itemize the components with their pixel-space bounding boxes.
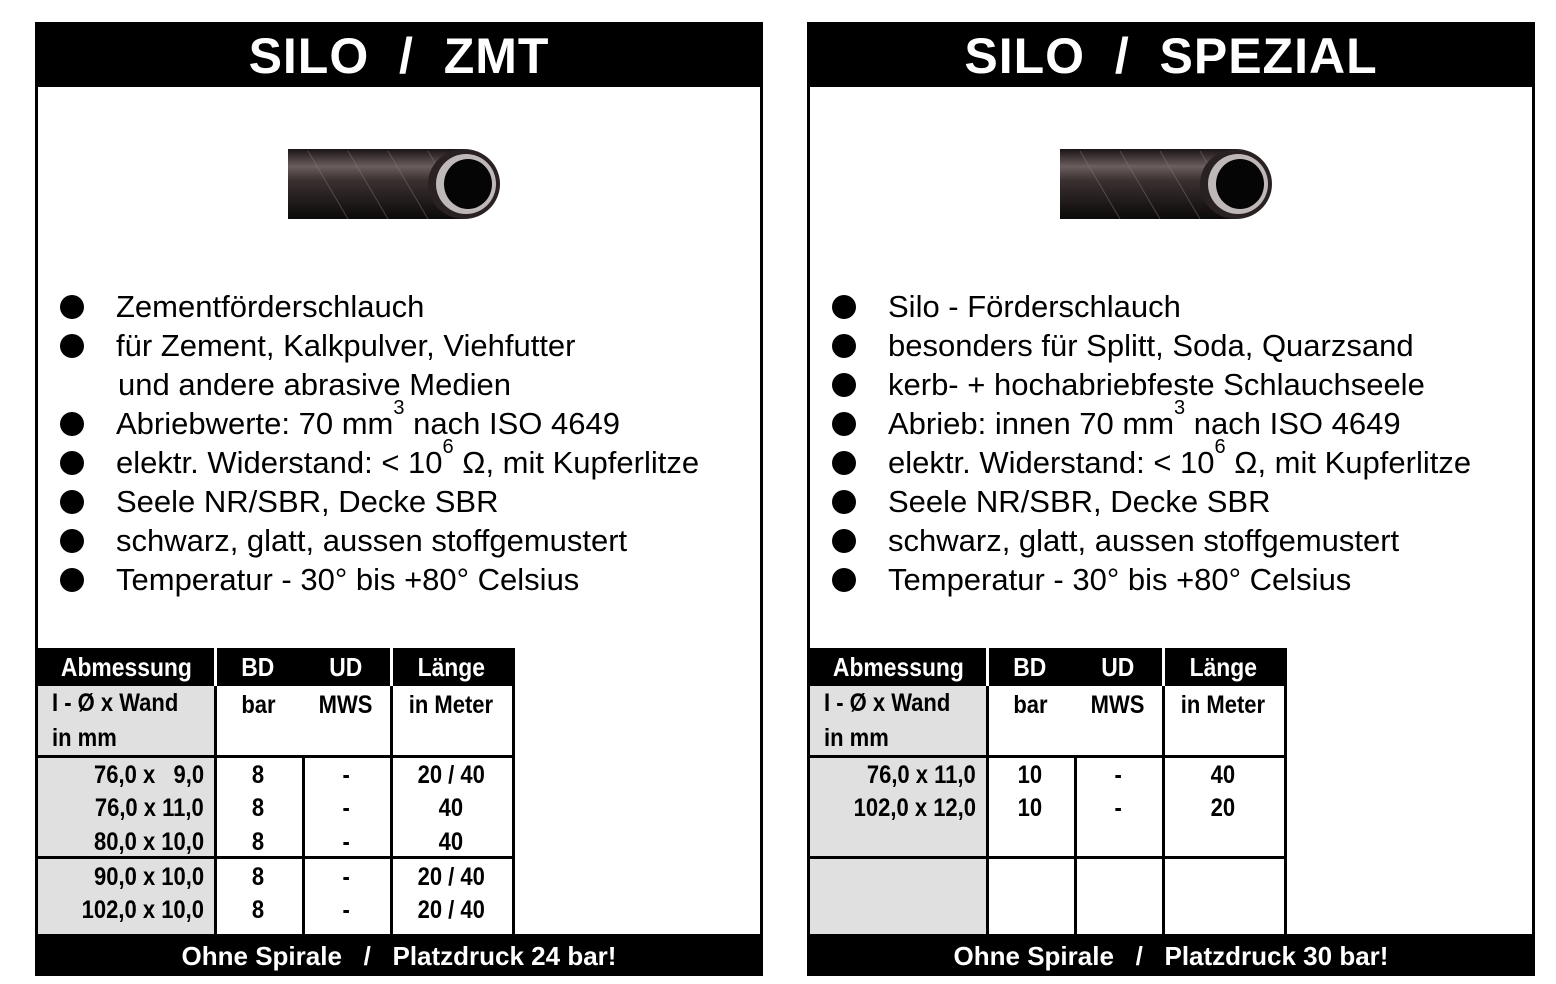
feature-text-rest: Ω, mit Kupferlitze: [453, 445, 700, 480]
table-subheader-cell: [390, 688, 512, 722]
bullet-icon: [832, 334, 856, 358]
feature-item: [810, 482, 1536, 521]
value-cell: [390, 758, 512, 792]
feature-text: [888, 436, 1472, 482]
table-subheader-cell: [986, 688, 1074, 722]
table-header-cell: [214, 650, 302, 684]
value-cell: [214, 825, 302, 859]
table-subheader-label: in Meter: [1180, 691, 1266, 719]
feature-text-main: Abrieb: innen 70 mm: [888, 406, 1175, 441]
value-cell: [986, 758, 1074, 792]
feature-text-main: elektr. Widerstand: < 10: [888, 445, 1215, 480]
table-subheader-cell: [1074, 688, 1162, 722]
feature-text: Silo - Förderschlauch: [888, 289, 1181, 324]
table-subheader-cell: in mm: [824, 724, 889, 752]
value-cell: [302, 860, 390, 894]
cell-value: 76,0 x 9,0: [93, 761, 204, 789]
feature-text-rest: nach ISO 4649: [404, 406, 620, 441]
value-cell: [302, 791, 390, 825]
bullet-icon: [832, 373, 856, 397]
table-subheader-label: bar: [1012, 691, 1048, 719]
table-subheader-cell: [1162, 688, 1284, 722]
value-cell: [390, 791, 512, 825]
value-cell: [302, 758, 390, 792]
feature-text: [116, 436, 700, 482]
dimension-cell: [44, 860, 204, 894]
feature-item: [38, 287, 764, 326]
feature-item: [810, 326, 1536, 365]
bullet-icon: [832, 568, 856, 592]
value-cell: [1162, 758, 1284, 792]
table-subheader-cell: in mm: [52, 724, 117, 752]
dimension-cell: [816, 758, 976, 792]
feature-superscript: 3: [393, 397, 405, 419]
cell-value: 8: [251, 828, 265, 856]
table-header-label: BD: [1013, 652, 1047, 682]
table-subheader-cell: I - Ø x Wand: [824, 689, 951, 717]
table-header-cell: [38, 650, 214, 684]
feature-item: [810, 365, 1536, 404]
feature-item: [38, 397, 764, 443]
table-subheader-label: bar: [240, 691, 276, 719]
cell-value: -: [342, 828, 350, 856]
cell-value: 40: [438, 794, 464, 822]
value-cell: [214, 860, 302, 894]
cell-value: 8: [251, 761, 265, 789]
value-cell: [390, 825, 512, 859]
feature-item: [810, 436, 1536, 482]
bullet-icon: [60, 412, 84, 436]
table-subheader-label: MWS: [319, 691, 373, 719]
table-header-cell: [302, 650, 390, 684]
table-header-label: UD: [329, 652, 363, 682]
table-header-label: Abmessung: [832, 652, 964, 682]
value-cell: [214, 758, 302, 792]
value-cell: [302, 893, 390, 927]
feature-text-rest: nach ISO 4649: [1185, 406, 1401, 441]
feature-item: [38, 482, 764, 521]
product-card-silo-zmt: [35, 22, 763, 976]
bullet-icon: [832, 295, 856, 319]
cell-value: -: [342, 794, 350, 822]
feature-text-main: elektr. Widerstand: < 10: [116, 445, 443, 480]
feature-text-main: Abriebwerte: 70 mm: [116, 406, 394, 441]
cell-value: 40: [1210, 761, 1236, 789]
hose-image: [288, 143, 504, 223]
table-subheader-cell: [302, 688, 390, 722]
bullet-icon: [60, 490, 84, 514]
feature-text: Seele NR/SBR, Decke SBR: [888, 484, 1271, 519]
feature-item: [810, 521, 1536, 560]
bullet-icon: [60, 568, 84, 592]
card-footer: Ohne Spirale / Platzdruck 30 bar!: [810, 937, 1532, 973]
feature-superscript: 6: [442, 436, 454, 458]
bullet-icon: [60, 334, 84, 358]
feature-text: für Zement, Kalkpulver, Viehfutter: [116, 328, 576, 363]
table-header-label: Länge: [417, 652, 485, 682]
cell-value: -: [342, 761, 350, 789]
bullet-icon: [832, 490, 856, 514]
cell-value: 40: [438, 828, 464, 856]
feature-item: [38, 560, 764, 599]
feature-text: und andere abrasive Medien: [118, 367, 511, 402]
feature-list: [810, 287, 1536, 599]
feature-superscript: 3: [1174, 397, 1186, 419]
cell-value: 10: [1017, 794, 1043, 822]
cell-value: -: [342, 896, 350, 924]
table-subheader-label: in Meter: [408, 691, 494, 719]
dimension-cell: [44, 893, 204, 927]
bullet-icon: [832, 412, 856, 436]
bullet-icon: [60, 451, 84, 475]
spec-table: [810, 648, 1287, 937]
cell-value: 102,0 x 12,0: [853, 794, 976, 822]
cell-value: 80,0 x 10,0: [93, 828, 204, 856]
value-cell: [214, 893, 302, 927]
card-title: SILO / SPEZIAL: [810, 25, 1532, 87]
value-cell: [302, 825, 390, 859]
cell-value: 90,0 x 10,0: [93, 863, 204, 891]
table-header-label: Länge: [1189, 652, 1257, 682]
feature-item: [38, 326, 764, 365]
cell-value: 20 / 40: [417, 896, 485, 924]
cell-value: 20 / 40: [417, 863, 485, 891]
dimension-cell: [816, 791, 976, 825]
value-cell: [1074, 791, 1162, 825]
feature-text: [888, 397, 1401, 443]
bullet-icon: [60, 295, 84, 319]
cell-value: 8: [251, 896, 265, 924]
feature-text-rest: Ω, mit Kupferlitze: [1225, 445, 1472, 480]
feature-item: [810, 397, 1536, 443]
feature-text: kerb- + hochabriebfeste Schlauchseele: [888, 367, 1425, 402]
feature-text: Zementförderschlauch: [116, 289, 425, 324]
feature-superscript: 6: [1214, 436, 1226, 458]
product-card-silo-spezial: [807, 22, 1535, 976]
cell-value: 8: [251, 863, 265, 891]
table-header-cell: [810, 650, 986, 684]
hose-image: [1060, 143, 1276, 223]
value-cell: [1162, 791, 1284, 825]
cell-value: -: [1114, 794, 1122, 822]
cell-value: 20: [1210, 794, 1236, 822]
table-header-label: Abmessung: [60, 652, 192, 682]
value-cell: [986, 791, 1074, 825]
spec-table: [38, 648, 515, 937]
feature-text: schwarz, glatt, aussen stoffgemustert: [116, 523, 628, 558]
feature-list: [38, 287, 764, 599]
feature-item: [810, 287, 1536, 326]
table-header-cell: [1074, 650, 1162, 684]
value-cell: [390, 860, 512, 894]
cell-value: 76,0 x 11,0: [867, 761, 976, 789]
cell-value: -: [1114, 761, 1122, 789]
cell-value: 76,0 x 11,0: [95, 794, 204, 822]
cell-value: 10: [1017, 761, 1043, 789]
value-cell: [1074, 758, 1162, 792]
table-header-cell: [1162, 650, 1284, 684]
dimension-cell: [44, 758, 204, 792]
table-subheader-label: MWS: [1091, 691, 1145, 719]
feature-text: Seele NR/SBR, Decke SBR: [116, 484, 499, 519]
card-title: SILO / ZMT: [38, 25, 760, 87]
cell-value: 20 / 40: [417, 761, 485, 789]
feature-item: [38, 436, 764, 482]
cell-value: 8: [251, 794, 265, 822]
bullet-icon: [60, 529, 84, 553]
feature-text: Temperatur - 30° bis +80° Celsius: [116, 562, 580, 597]
cell-value: -: [342, 863, 350, 891]
feature-text: besonders für Splitt, Soda, Quarzsand: [888, 328, 1414, 363]
dimension-cell: [44, 791, 204, 825]
table-header-cell: [390, 650, 512, 684]
feature-text: Temperatur - 30° bis +80° Celsius: [888, 562, 1352, 597]
bullet-icon: [832, 529, 856, 553]
value-cell: [390, 893, 512, 927]
feature-item: [38, 521, 764, 560]
value-cell: [214, 791, 302, 825]
table-header-label: UD: [1101, 652, 1135, 682]
feature-text: [116, 397, 620, 443]
table-subheader-cell: I - Ø x Wand: [52, 689, 179, 717]
dimension-cell: [44, 825, 204, 859]
card-footer: Ohne Spirale / Platzdruck 24 bar!: [38, 937, 760, 973]
table-header-label: BD: [241, 652, 275, 682]
feature-text: schwarz, glatt, aussen stoffgemustert: [888, 523, 1400, 558]
table-subheader-cell: [214, 688, 302, 722]
bullet-icon: [832, 451, 856, 475]
cell-value: 102,0 x 10,0: [81, 896, 204, 924]
table-header-cell: [986, 650, 1074, 684]
feature-item: [810, 560, 1536, 599]
